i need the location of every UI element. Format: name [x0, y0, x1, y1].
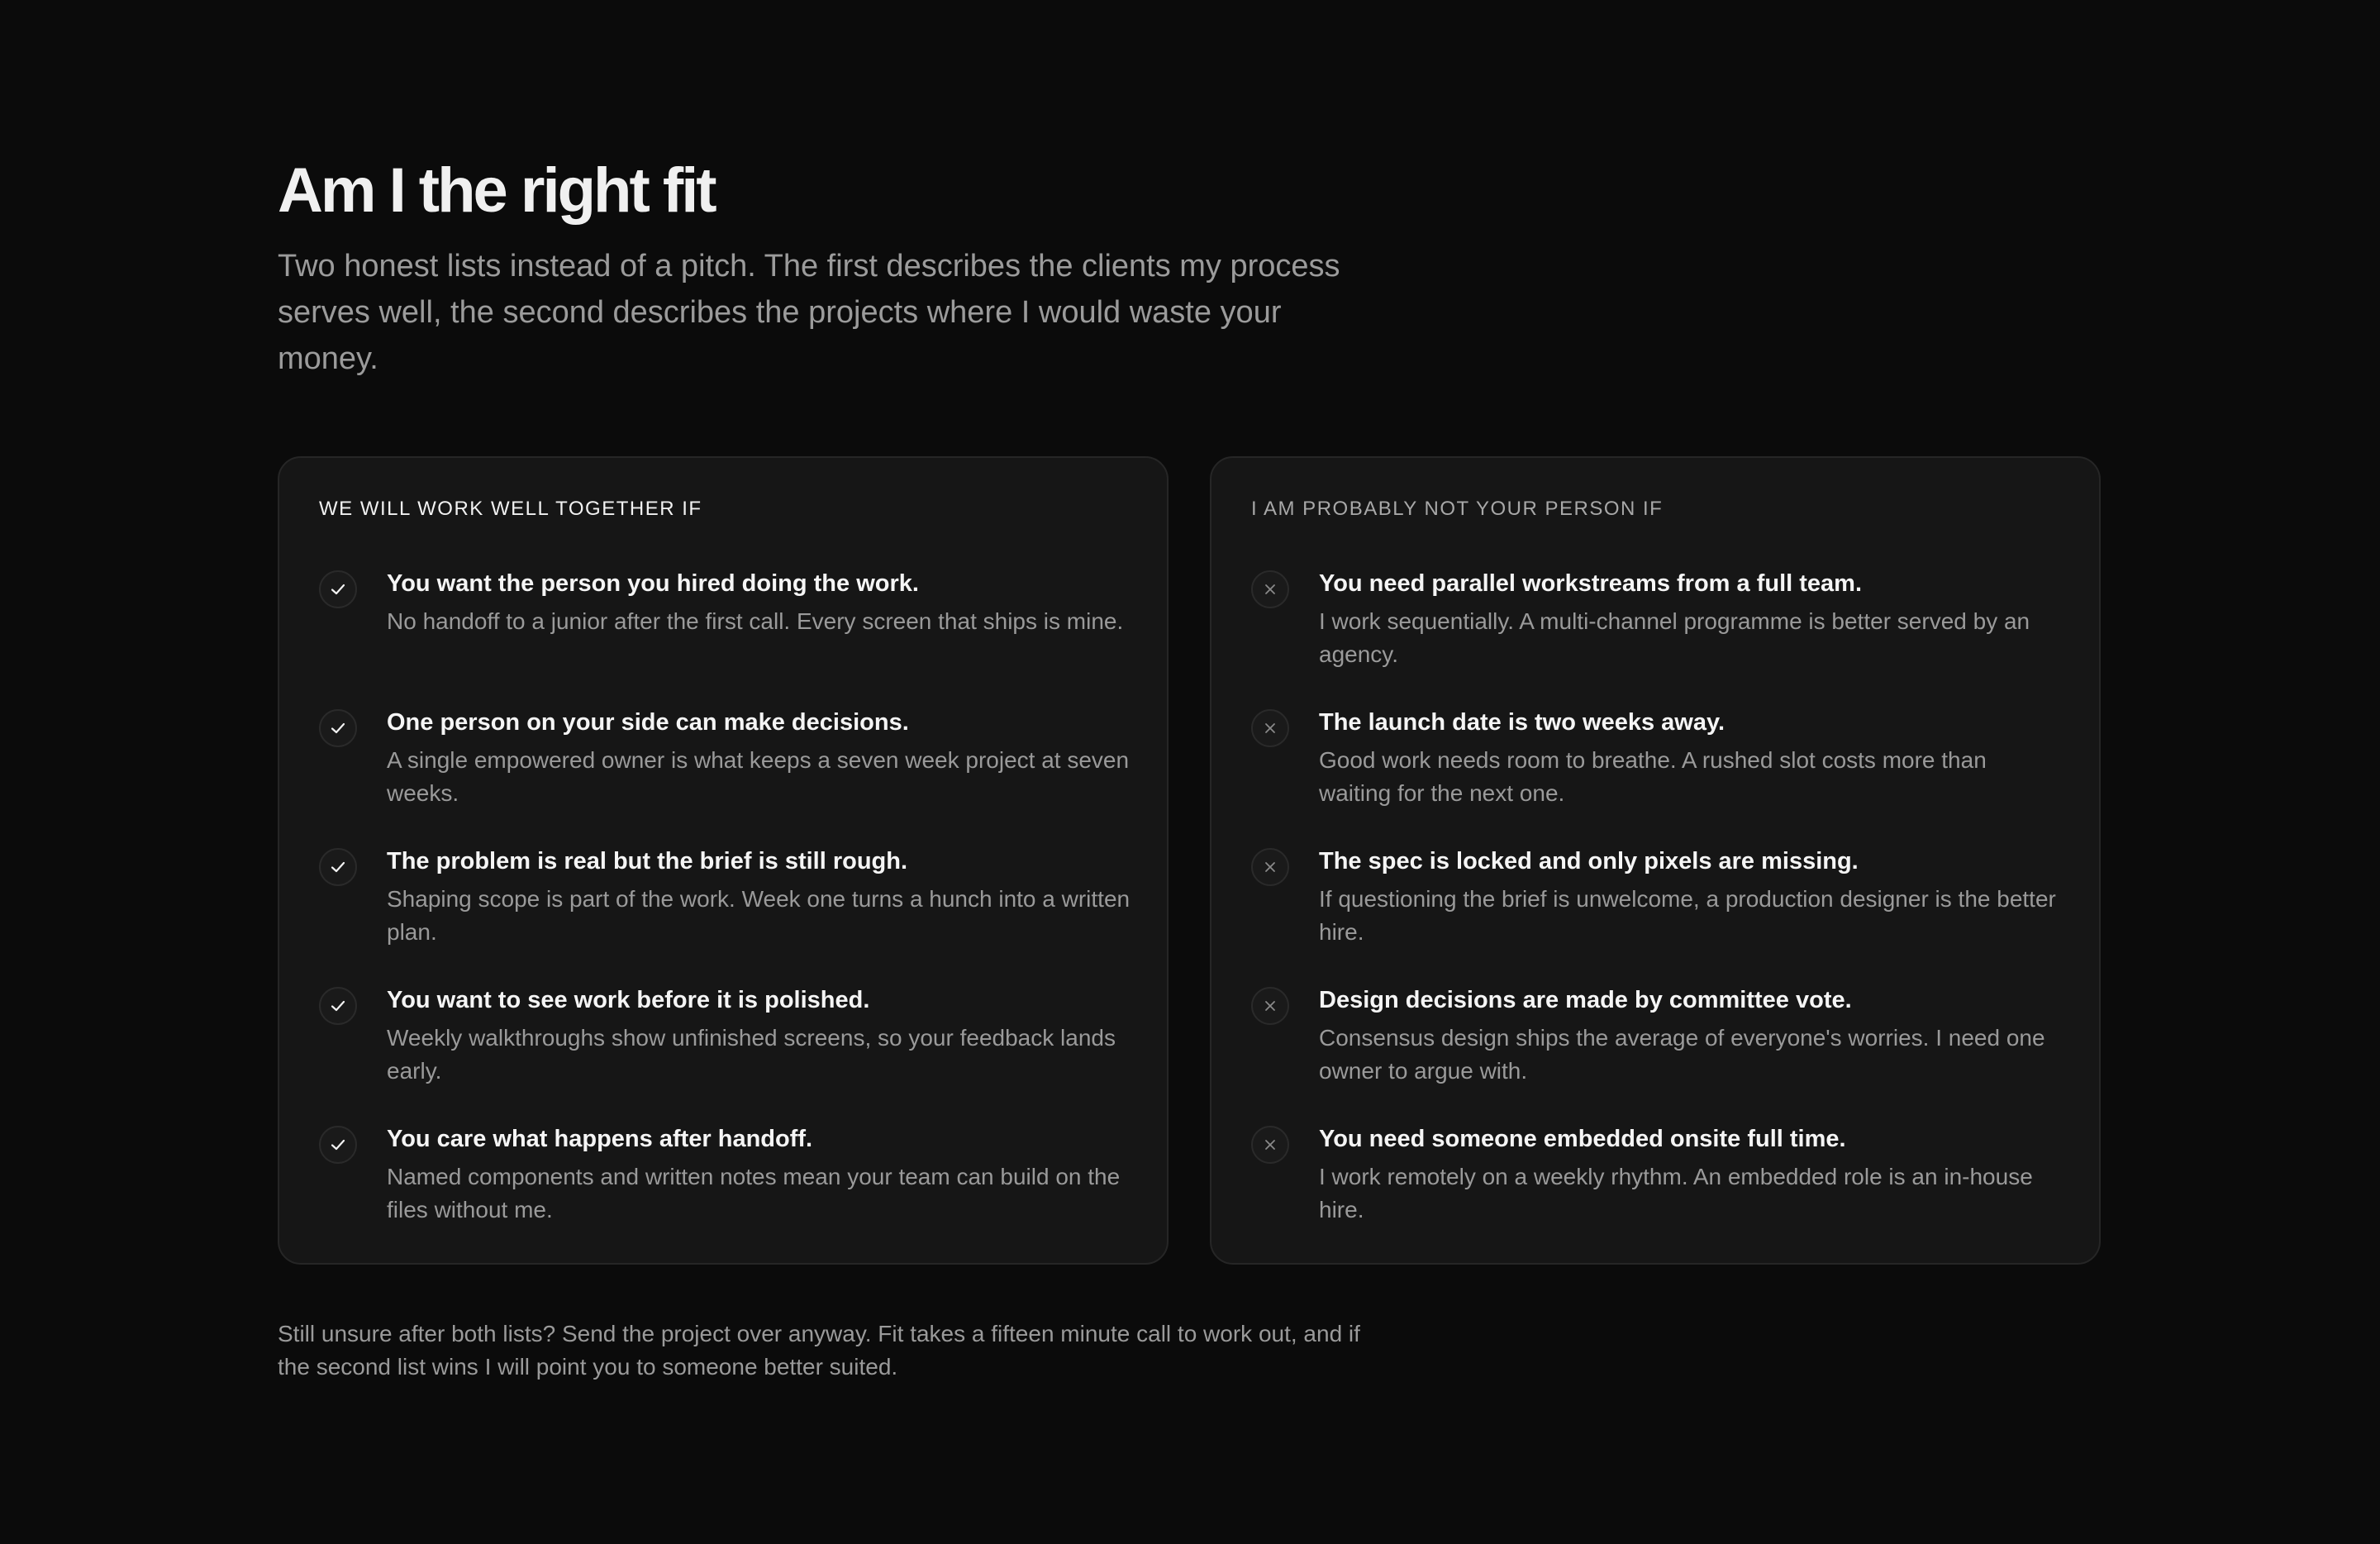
bad-fit-item-description: Consensus design ships the average of everyone's worries. I need one owner to argue with.: [1319, 1025, 2045, 1084]
close-icon: [1251, 709, 1289, 747]
good-fit-item-description: No handoff to a junior after the first call. Every screen that ships is mine.: [387, 608, 1124, 634]
good-fit-item-description: Shaping scope is part of the work. Week one turns a hunch into a written plan.: [387, 886, 1130, 945]
good-fit-item-description: A single empowered owner is what keeps a seven week project at seven weeks.: [387, 747, 1130, 806]
good-fit-item: [319, 706, 1137, 845]
good-fit-item-description: Weekly walkthroughs show unfinished screens, so your feedback lands early.: [387, 1025, 1116, 1084]
bad-fit-item: [1251, 1122, 2069, 1261]
check-icon: [319, 570, 357, 608]
bad-fit-heading: I AM PROBABLY NOT YOUR PERSON IF: [1251, 498, 1664, 520]
page-intro: Two honest lists instead of a pitch. The first describes the clients my process serves well, the second describes the projects where I would waste your money.: [278, 249, 1340, 376]
good-fit-item: [319, 1122, 1137, 1261]
bad-fit-item-title: You need someone embedded onsite full time.: [1319, 1126, 1846, 1152]
good-fit-item-title: One person on your side can make decisions.: [387, 709, 909, 736]
bad-fit-item: [1251, 706, 2069, 845]
bad-fit-item-description: I work remotely on a weekly rhythm. An embedded role is an in-house hire.: [1319, 1164, 2033, 1222]
check-icon: [319, 709, 357, 747]
bad-fit-item-title: The spec is locked and only pixels are missing.: [1319, 848, 1859, 874]
bad-fit-list: [1251, 567, 2069, 1261]
good-fit-item-title: You want to see work before it is polished.: [387, 987, 870, 1013]
good-fit-heading: WE WILL WORK WELL TOGETHER IF: [319, 498, 702, 520]
footer-note: Still unsure after both lists? Send the project over anyway. Fit takes a fifteen minute call to work out, and if the second list wins I will point you to someone better suited.: [278, 1321, 1360, 1380]
fit-section: [278, 154, 2102, 1380]
fit-lists: [278, 456, 2102, 1266]
bad-fit-item-title: You need parallel workstreams from a full team.: [1319, 570, 1863, 597]
good-fit-item-description: Named components and written notes mean your team can build on the files without me.: [387, 1164, 1121, 1222]
good-fit-item-title: You want the person you hired doing the work.: [387, 570, 919, 597]
good-fit-item: [319, 984, 1137, 1122]
bad-fit-card: [1210, 456, 2101, 1265]
good-fit-item: [319, 567, 1137, 706]
close-icon: [1251, 848, 1289, 886]
check-icon: [319, 1126, 357, 1164]
close-icon: [1251, 987, 1289, 1025]
check-icon: [319, 987, 357, 1025]
bad-fit-item: [1251, 567, 2069, 706]
good-fit-list: [319, 567, 1137, 1261]
bad-fit-item-description: I work sequentially. A multi-channel programme is better served by an agency.: [1319, 608, 2030, 667]
good-fit-card: [278, 456, 1169, 1265]
page-title: Am I the right fit: [278, 155, 715, 226]
close-icon: [1251, 570, 1289, 608]
bad-fit-item-title: Design decisions are made by committee vote.: [1319, 987, 1852, 1013]
good-fit-item-title: You care what happens after handoff.: [387, 1126, 813, 1152]
bad-fit-item: [1251, 984, 2069, 1122]
bad-fit-item: [1251, 845, 2069, 984]
bad-fit-item-description: If questioning the brief is unwelcome, a production designer is the better hire.: [1319, 886, 2056, 945]
bad-fit-item-title: The launch date is two weeks away.: [1319, 709, 1726, 736]
check-icon: [319, 848, 357, 886]
good-fit-item: [319, 845, 1137, 984]
good-fit-item-title: The problem is real but the brief is still rough.: [387, 848, 908, 874]
bad-fit-item-description: Good work needs room to breathe. A rushed slot costs more than waiting for the next one.: [1319, 747, 1987, 806]
close-icon: [1251, 1126, 1289, 1164]
